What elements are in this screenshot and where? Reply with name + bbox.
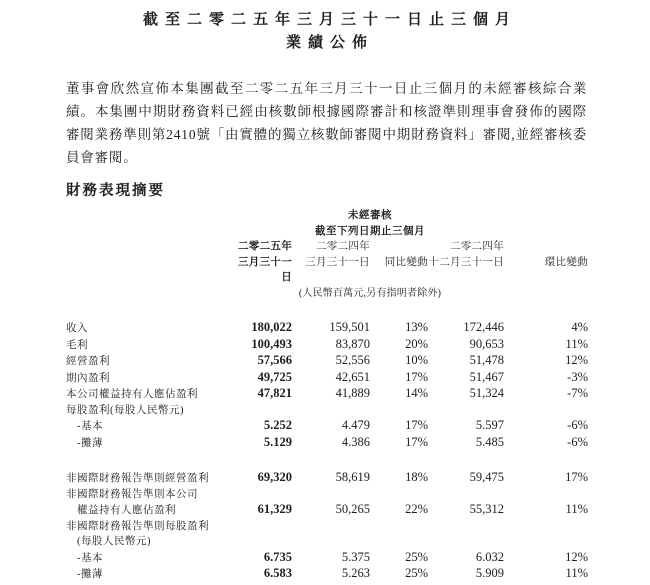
cell: 69,320 [257,470,292,484]
row-label: 權益持有人應佔盈利 [77,505,176,516]
table-header-row-unaudited [66,208,587,224]
table-row [66,418,587,435]
table-row [66,320,587,337]
cell: 5.375 [341,549,370,564]
cell: 25% [405,549,428,564]
cell: 57,566 [257,353,292,367]
cell: 5.597 [475,418,504,432]
row-label: 毛利 [66,339,88,351]
cell: 90,653 [469,336,504,351]
unaudited-label: 未經審核 [348,210,392,221]
cell: 52,556 [335,353,370,367]
col2-date-header: 三月三十一日 [305,256,370,268]
cell: -3% [567,369,588,384]
document-title-line-1: 截至二零二五年三月三十一日止三個月 [142,12,517,28]
table-header-row-year [66,239,587,255]
col5-change-header: 環比變動 [544,256,588,268]
cell: 4.386 [341,434,370,449]
row-label: 非國際財務報告準則經營盈利 [66,473,209,484]
cell: 172,446 [463,320,504,334]
cell: 17% [405,418,428,432]
table-row [66,519,587,535]
cell: 12% [565,549,588,564]
cell: 14% [405,386,428,400]
cell: 6.032 [475,549,504,564]
cell: 51,467 [469,369,504,384]
cell: -6% [567,418,588,432]
col4-year-header: 二零二四年 [450,241,504,252]
table-row [66,386,587,403]
cell: 17% [405,369,428,384]
document-title-line-2: 業績公佈 [285,35,374,51]
cell: 11% [565,502,588,516]
cell: 6.583 [263,566,292,580]
table-header-row-period [66,224,587,240]
table-row [66,403,587,419]
table-row [66,550,587,567]
financial-summary-table [66,208,587,583]
cell: 5.252 [263,418,292,432]
section-heading: 財務表現摘要 [66,183,165,199]
table-header [66,208,587,301]
col3-change-header: 同比變動 [384,256,428,268]
row-label: (每股人民幣元) [77,536,151,547]
cell: 47,821 [257,386,292,400]
cell: 25% [405,566,428,580]
cell: 11% [565,566,588,580]
row-label: -攤薄 [77,569,103,580]
row-label: 經營盈利 [66,356,110,367]
cell: 17% [405,434,428,449]
table-header-row-unit [66,286,587,302]
table-body [66,320,587,583]
cell: 83,870 [335,336,370,351]
cell: 4% [571,320,588,334]
table-row [66,470,587,487]
cell: 4.479 [341,418,370,432]
table-row [66,502,587,519]
cell: 22% [405,502,428,516]
cell: 42,651 [335,369,370,384]
cell: 100,493 [251,336,292,351]
cell: 50,265 [335,502,370,516]
table-row [66,435,587,452]
cell: 11% [565,336,588,351]
cell: 5.129 [263,434,292,449]
cell: 20% [405,336,428,351]
row-label: 本公司權益持有人應佔盈利 [66,389,198,400]
col1-date-header: 三月三十一日 [238,256,292,283]
cell: 41,889 [335,386,370,400]
period-label: 截至下列日期止三個月 [315,225,425,237]
row-label: 收入 [66,323,88,334]
cell: 5.485 [475,434,504,449]
cell: 17% [565,470,588,484]
row-label: -基本 [77,552,103,564]
table-row [66,370,587,387]
row-label: 每股盈利(每股人民幣元) [66,404,184,416]
cell: 51,478 [469,353,504,367]
cell: 180,022 [251,320,292,334]
cell: 10% [405,353,428,367]
cell: 159,501 [329,320,370,334]
col2-year-header: 二零二四年 [316,241,370,252]
table-header-row-date [66,255,587,286]
row-label: 期內盈利 [66,372,110,384]
cell: 18% [405,470,428,484]
row-label: -基本 [77,421,103,432]
table-row [66,534,587,550]
row-label: 非國際財務報告準則每股盈利 [66,520,209,532]
cell: 51,324 [469,386,504,400]
row-label: 非國際財務報告準則本公司 [66,488,198,500]
cell: 12% [565,353,588,367]
cell: 61,329 [257,502,292,516]
intro-paragraph: 董事會欣然宣佈本集團截至二零二五年三月三十一日止三個月的未經審核綜合業績。本集團中期財務資料已經由核數師根據國際審計和核證準則理事會發佈的國際審閱業務準則第2410號「由實體的獨立核數師審閱中期財務資料」審閱,並經審核委員會審閱。 [66,81,587,165]
cell: 13% [405,320,428,334]
cell: -6% [567,434,588,449]
cell: -7% [567,386,588,400]
table-row [66,487,587,503]
cell: 59,475 [469,470,504,484]
row-label: -攤薄 [77,437,103,449]
col1-year-header: 二零二五年 [238,241,292,252]
cell: 58,619 [335,470,370,484]
table-row [66,566,587,583]
col4-date-header: 十二月三十一日 [428,256,504,268]
cell: 6.735 [263,549,292,564]
cell: 49,725 [257,369,292,384]
title-block [66,9,587,55]
cell: 5.263 [341,566,370,580]
cell: 5.909 [475,566,504,580]
table-row [66,337,587,354]
unit-note: (人民幣百萬元,另有指明者除外) [298,287,442,299]
table-row [66,353,587,370]
cell: 55,312 [469,502,504,516]
